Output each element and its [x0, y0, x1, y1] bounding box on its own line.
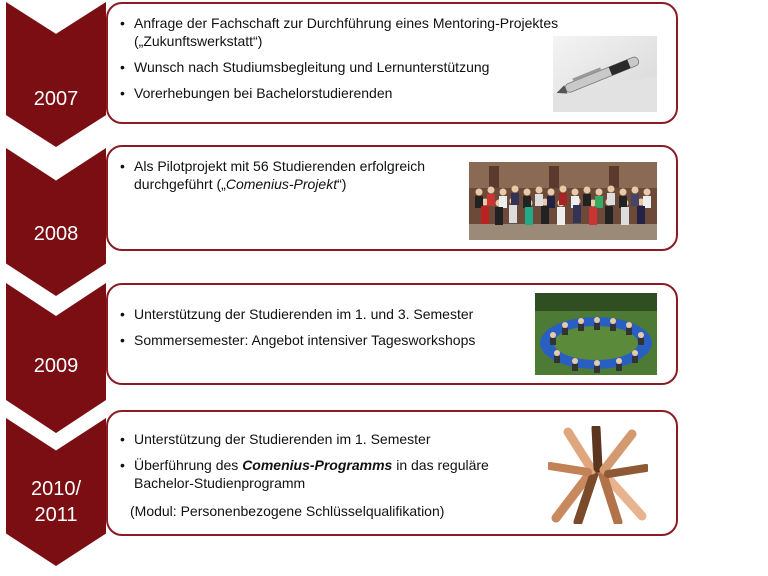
- project-name: Comenius-Projekt: [225, 176, 338, 192]
- bullet-text-continuation: durchgeführt („Comenius-Projekt“): [134, 176, 347, 192]
- bullet-list-2010-2011: [120, 430, 489, 494]
- timeline-box-2009: [106, 283, 678, 385]
- bullet-text: Sommersemester: Angebot intensiver Tagesworkshops: [134, 332, 476, 348]
- year-label-line2: 2011: [34, 504, 78, 526]
- joined-hands-icon: [548, 426, 648, 524]
- bullet-list-2007: [120, 14, 558, 110]
- timeline-box-2008: [106, 145, 678, 251]
- year-label-2009: 2009: [33, 355, 79, 377]
- bullet-item: [120, 430, 489, 448]
- year-label-2007: 2007: [33, 88, 79, 110]
- workshop-circle-icon: [535, 293, 657, 375]
- bullet-item: [120, 84, 558, 102]
- bullet-text: Anfrage der Fachschaft zur Durchführung eines Mentoring-Projektes: [134, 15, 559, 31]
- bullet-list-2008: [120, 157, 425, 201]
- timeline-box-2010-2011: [106, 410, 678, 536]
- timeline-chevron-2007: [6, 2, 106, 147]
- module-note: (Modul: Personenbezogene Schlüsselqualifikation): [130, 503, 445, 519]
- bullet-item: [120, 58, 558, 76]
- bullet-list-2009: [120, 305, 475, 357]
- program-name: Comenius-Programms: [242, 457, 393, 473]
- pen-on-paper-icon: [553, 36, 657, 112]
- bullet-text: Als Pilotprojekt mit 56 Studierenden erfolgreich: [134, 158, 426, 174]
- bullet-text: Unterstützung der Studierenden im 1. Semester: [134, 431, 431, 447]
- year-label-2010-2011: [6, 476, 106, 528]
- bullet-item: [120, 331, 475, 349]
- bullet-text: Unterstützung der Studierenden im 1. und 3. Semester: [134, 306, 474, 322]
- bullet-item: [120, 305, 475, 323]
- bullet-item: [120, 157, 425, 193]
- timeline-box-2007: [106, 2, 678, 124]
- bullet-item: • Überführung des Comenius-Programms in das reguläre Bachelor-Studienprogramm: [120, 456, 489, 492]
- bullet-text-continuation: („Zukunftswerkstatt“): [134, 33, 263, 49]
- bullet-item: [120, 14, 558, 50]
- bullet-text: Vorerhebungen bei Bachelorstudierenden: [134, 85, 393, 101]
- bullet-text-continuation: Bachelor-Studienprogramm: [134, 475, 306, 491]
- bullet-text: Wunsch nach Studiumsbegleitung und Lernunterstützung: [134, 59, 490, 75]
- year-label-line1: 2010/: [30, 478, 82, 500]
- group-photo-icon: [469, 162, 657, 240]
- year-label-2008: 2008: [33, 223, 79, 245]
